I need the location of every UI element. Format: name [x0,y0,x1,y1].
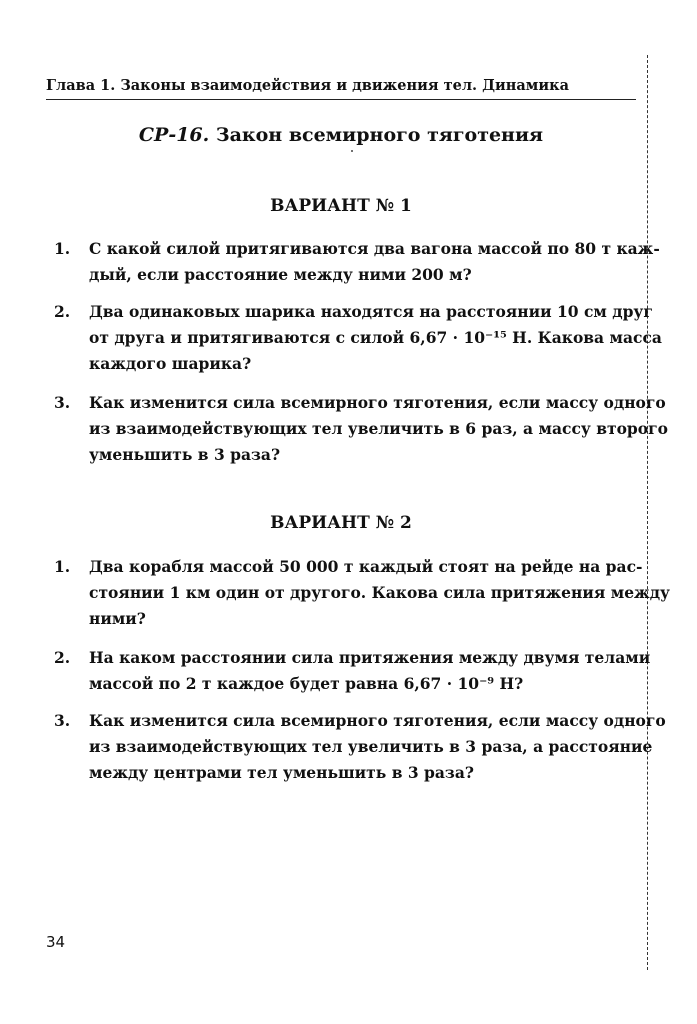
variant-2-heading: ВАРИАНТ № 2 [270,513,412,533]
task-number: 2. [54,302,71,321]
variant-2-task-2 [46,645,651,697]
task-line: Как изменится сила всемирного тяготения, если массу одного [89,393,666,412]
variant-1-heading: ВАРИАНТ № 1 [270,196,412,216]
task-number: 2. [54,648,71,667]
task-line: Как изменится сила всемирного тяготения, если массу одного [89,711,666,730]
section-title-text: Закон всемирного тяготения [215,124,544,146]
chapter-header: Глава 1. Законы взаимодействия и движения тел. Динамика [46,77,570,94]
header-rule [46,99,636,100]
page-number: 34 [46,933,66,951]
task-line: из взаимодействующих тел увеличить в 3 раза, а расстояние [89,737,653,756]
section-title [46,122,636,148]
variant-1-task-2 [46,299,662,377]
task-line: массой по 2 т каждое будет равна 6,67 · 10⁻⁹ Н? [89,674,524,693]
task-line: С какой силой притягиваются два вагона массой по 80 т каж- [89,239,660,258]
variant-1-task-3 [46,390,668,468]
task-line: дый, если расстояние между ними 200 м? [89,265,472,284]
variant-1-task-1 [46,236,660,288]
task-line: из взаимодействующих тел увеличить в 6 раз, а массу второго [89,419,668,438]
task-line: ними? [89,609,146,628]
print-speck [351,150,353,152]
task-line: стоянии 1 км один от другого. Какова сила притяжения между [89,583,670,602]
section-code: СР-16. [138,124,210,146]
task-line: На каком расстоянии сила притяжения между двумя телами [89,648,651,667]
variant-2-task-1 [46,554,670,632]
variant-2-task-3 [46,708,666,786]
task-number: 3. [54,711,71,730]
task-number: 1. [54,557,71,576]
task-number: 3. [54,393,71,412]
task-line: между центрами тел уменьшить в 3 раза? [89,763,474,782]
task-line: Два корабля массой 50 000 т каждый стоят на рейде на рас- [89,557,643,576]
task-line: уменьшить в 3 раза? [89,445,281,464]
task-number: 1. [54,239,71,258]
task-line: Два одинаковых шарика находятся на расстоянии 10 см друг [89,302,653,321]
task-line: от друга и притягиваются с силой 6,67 · 10⁻¹⁵ Н. Какова масса [89,328,662,347]
task-line: каждого шарика? [89,354,252,373]
cut-line [647,55,648,970]
